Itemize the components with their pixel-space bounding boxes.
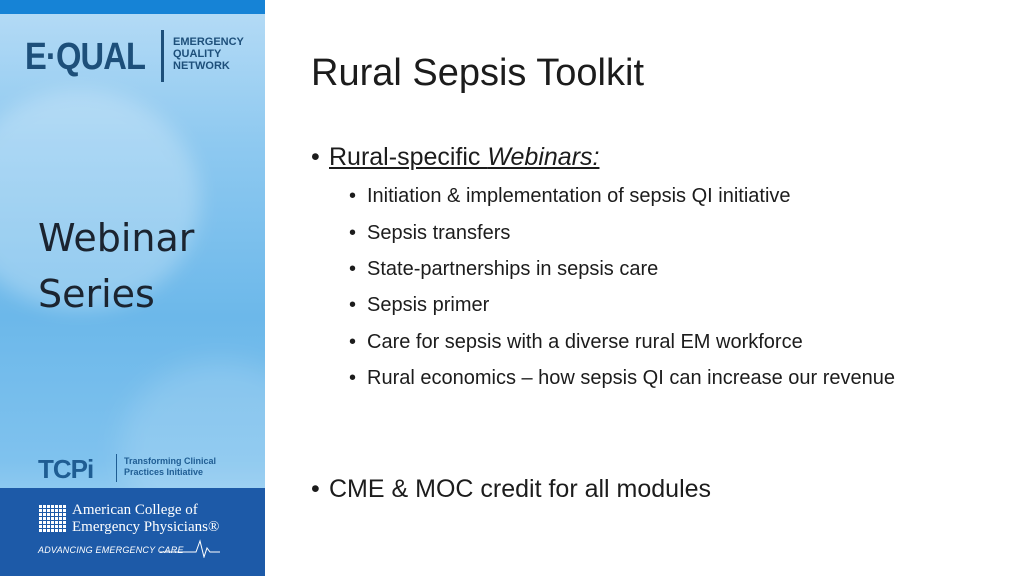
tcpi-wordmark: TCPi (38, 454, 94, 484)
tcpi-subtitle (124, 456, 254, 478)
bullet-icon: • (349, 185, 357, 207)
bullet-icon: • (311, 475, 320, 503)
slide-title: Rural Sepsis Toolkit (311, 52, 645, 94)
tcpi-logo (38, 452, 258, 488)
acep-name (72, 502, 257, 536)
equal-logo (25, 30, 255, 90)
acep-name-line: American College of (72, 502, 198, 518)
webinar-item-label: Rural economics – how sepsis QI can increase our revenue (367, 367, 896, 389)
tcpi-subtitle-line: Practices Initiative (124, 467, 204, 477)
webinar-item-label: State-partnerships in sepsis care (367, 258, 659, 280)
webinar-item-label: Sepsis transfers (367, 222, 511, 244)
equal-subtitle-line: NETWORK (173, 60, 230, 72)
webinar-item-label: Sepsis primer (367, 294, 490, 316)
webinar-item (349, 290, 909, 321)
logo-divider (161, 30, 164, 82)
equal-subtitle-line: EMERGENCY (173, 36, 244, 48)
webinar-item (349, 254, 909, 285)
acep-logo-box (0, 488, 265, 576)
acep-tagline: ADVANCING EMERGENCY CARE (38, 545, 184, 555)
credit-bullet-label: CME & MOC credit for all modules (329, 475, 712, 503)
bullet-icon: • (349, 367, 357, 389)
webinar-item-label: Care for sepsis with a diverse rural EM workforce (367, 331, 803, 353)
webinars-heading-prefix: Rural-specific (329, 143, 488, 171)
bullet-icon: • (349, 258, 357, 280)
equal-subtitle-line: QUALITY (173, 48, 222, 60)
equal-logo-subtitle (173, 36, 263, 72)
bullet-icon: • (349, 331, 357, 353)
heartbeat-icon (160, 538, 220, 558)
webinars-bullet (311, 142, 599, 172)
bullet-icon: • (349, 222, 357, 244)
webinars-heading-emphasis: Webinars: (487, 143, 600, 171)
tcpi-subtitle-line: Transforming Clinical (124, 456, 217, 466)
sidebar-title-line: Webinar (38, 216, 195, 260)
logo-divider (116, 454, 117, 482)
acep-name-line: Emergency Physicians® (72, 519, 220, 535)
webinar-item (349, 363, 909, 394)
equal-logo-wordmark: E·QUAL (25, 36, 146, 78)
webinar-item-label: Initiation & implementation of sepsis QI initiative (367, 185, 791, 207)
acep-grid-icon (38, 505, 66, 533)
sidebar-panel (0, 0, 265, 576)
webinar-item (349, 181, 909, 212)
bullet-icon: • (349, 294, 357, 316)
sidebar-title-line: Series (38, 272, 155, 316)
sidebar-top-bar (0, 0, 265, 14)
bullet-icon: • (311, 143, 320, 171)
sidebar-title (38, 210, 258, 322)
webinar-item (349, 327, 909, 358)
webinar-item (349, 218, 909, 249)
credit-bullet (311, 474, 711, 504)
